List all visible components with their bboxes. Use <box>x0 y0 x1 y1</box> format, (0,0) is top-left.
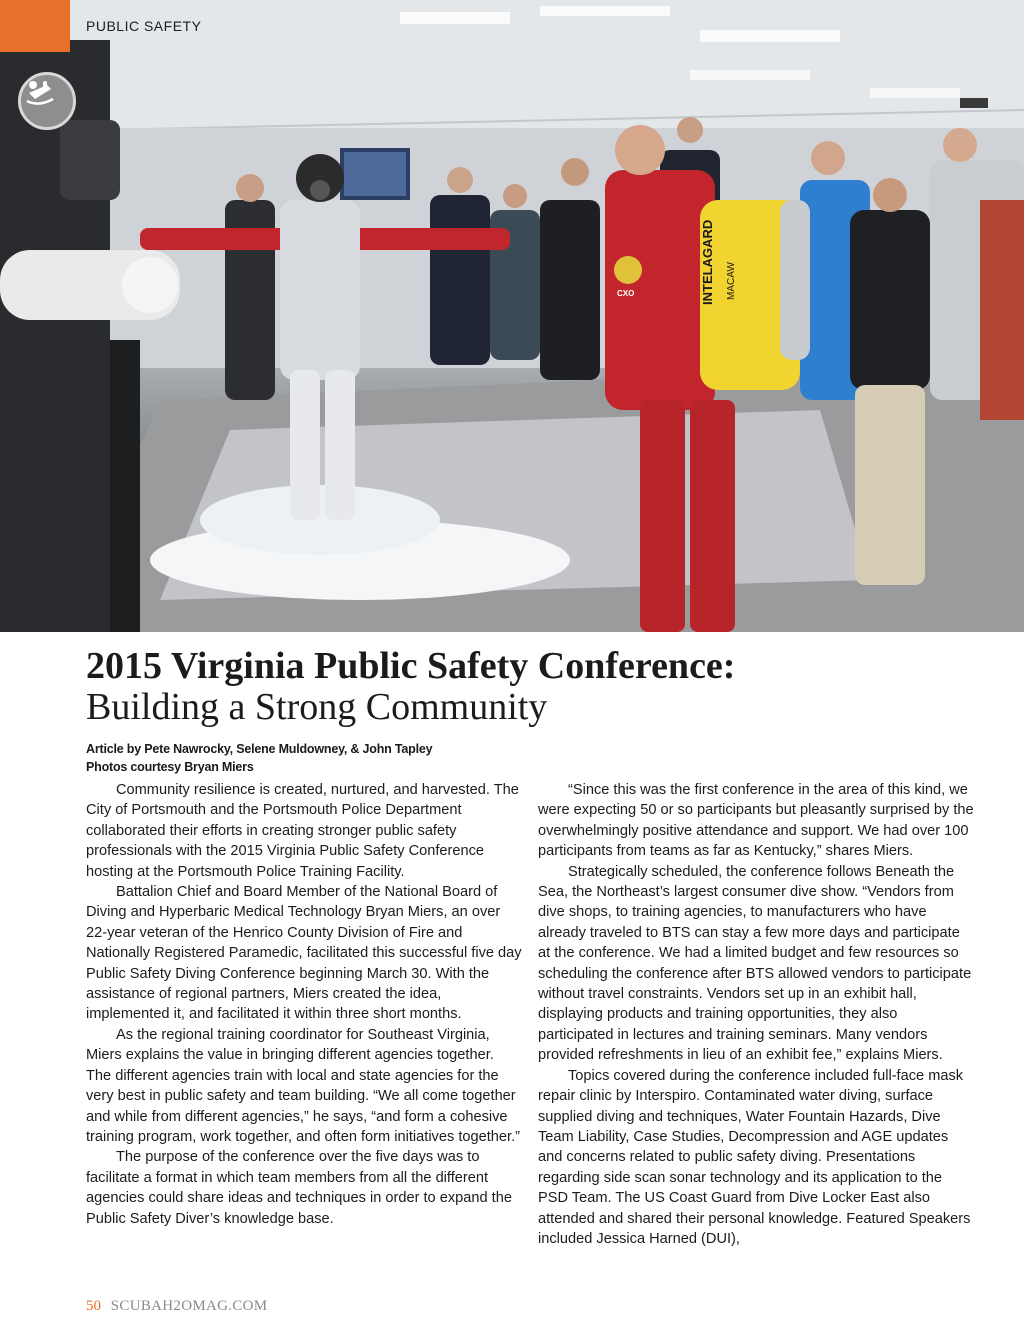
photo-credit: Photos courtesy Bryan Miers <box>86 760 254 774</box>
section-label: PUBLIC SAFETY <box>86 18 202 34</box>
section-tab <box>0 0 70 52</box>
paragraph: As the regional training coordinator for Southeast Virginia, Miers explains the value in bringing different agencies together. The different agencies train with local and state agencies for the very best in public safety and team building. “We all come together and while from different agencies,” he says, “and form a cohesive training program, work together, and often form initiatives together.” <box>86 1026 520 1145</box>
ceiling-light <box>700 30 840 42</box>
article-column-right <box>538 780 974 1249</box>
paragraph: The purpose of the conference over the five days was to facilitate a format in which team members from all the different agencies could share ideas and techniques in order to expand the Public Safety Diver’s knowledge base. <box>86 1149 512 1227</box>
article-headline <box>86 646 966 728</box>
paragraph: Strategically scheduled, the conference follows Beneath the Sea, the Northeast’s largest consumer dive show. “Vendors from dive shops, to training agencies, to manufacturers who have already traveled to BTS can stay a few more days and participate at the conference. We had a limited budget and few resources so scheduling the conference after BTS allowed vendors to participate without travel constraints. Vendors set up in an exhibit hall, displaying products and training opportunities, they also participated in lectures and training seminars. Many vendors provided refreshments in lieu of an exhibit fee,” explains Miers. <box>538 863 972 1064</box>
ceiling-light <box>690 70 810 80</box>
ceiling-light <box>540 6 670 16</box>
decon-training-scene <box>0 0 1024 632</box>
projector <box>960 98 988 108</box>
suit-patch-label: CXO <box>617 289 635 298</box>
tank-model-label: MACAW <box>726 262 737 300</box>
instructor-woman <box>850 178 930 585</box>
article-subtitle: Building a Strong Community <box>86 686 548 728</box>
article-column-left <box>86 780 522 1229</box>
paragraph: “Since this was the first conference in the area of this kind, we were expecting 50 or so participants but pleasantly surprised by the overwhelmingly positive attendance and support. We had over 100 participants from teams as far as Kentucky,” shares Miers. <box>538 782 974 860</box>
paragraph: Community resilience is created, nurtured, and harvested. The City of Portsmouth and the Portsmouth Police Department collaborated their efforts in creating stronger public safety professionals with the 2015 Virginia Public Safety Conference hosting at the Portsmouth Police Training Facility. <box>86 782 519 880</box>
site-name: SCUBAH2OMAG.COM <box>110 1298 268 1314</box>
ceiling-light <box>400 12 510 24</box>
tank-label: INTELAGARD <box>700 219 715 305</box>
byline: Article by Pete Nawrocky, Selene Muldowney, & John Tapley <box>86 742 433 756</box>
hero-photo <box>0 0 1024 632</box>
page-footer <box>86 1298 267 1315</box>
ceiling-light <box>870 88 960 98</box>
page-number: 50 <box>86 1298 101 1314</box>
article-title: 2015 Virginia Public Safety Conference: <box>86 645 736 687</box>
article-credits <box>86 740 432 776</box>
paragraph: Topics covered during the conference included full-face mask repair clinic by Interspiro. Contaminated water diving, surface supplied diving and techniques, Water Fountain Hazards, Dive Team Liability, Case Studies, Decompression and AGE updates and concerns related to public safety diving. Presentations regarding side scan sonar technology and its application to the PSD Team. The US Coast Guard from Dive Locker East also attended and shared their personal knowledge. Featured Speakers included Jessica Harned (DUI), <box>538 1067 971 1247</box>
scuba-diver-icon <box>18 72 76 130</box>
paragraph: Battalion Chief and Board Member of the National Board of Diving and Hyperbaric Medical Technology Bryan Miers, an over 22-year veteran of the Henrico County Division of Fire and Nationally Registered Paramedic, facilitated this successful five day Public Safety Diving Conference beginning March 30. With the assistance of regional partners, Miers created the idea, implemented it, and facilitated it within three short months. <box>86 884 522 1023</box>
